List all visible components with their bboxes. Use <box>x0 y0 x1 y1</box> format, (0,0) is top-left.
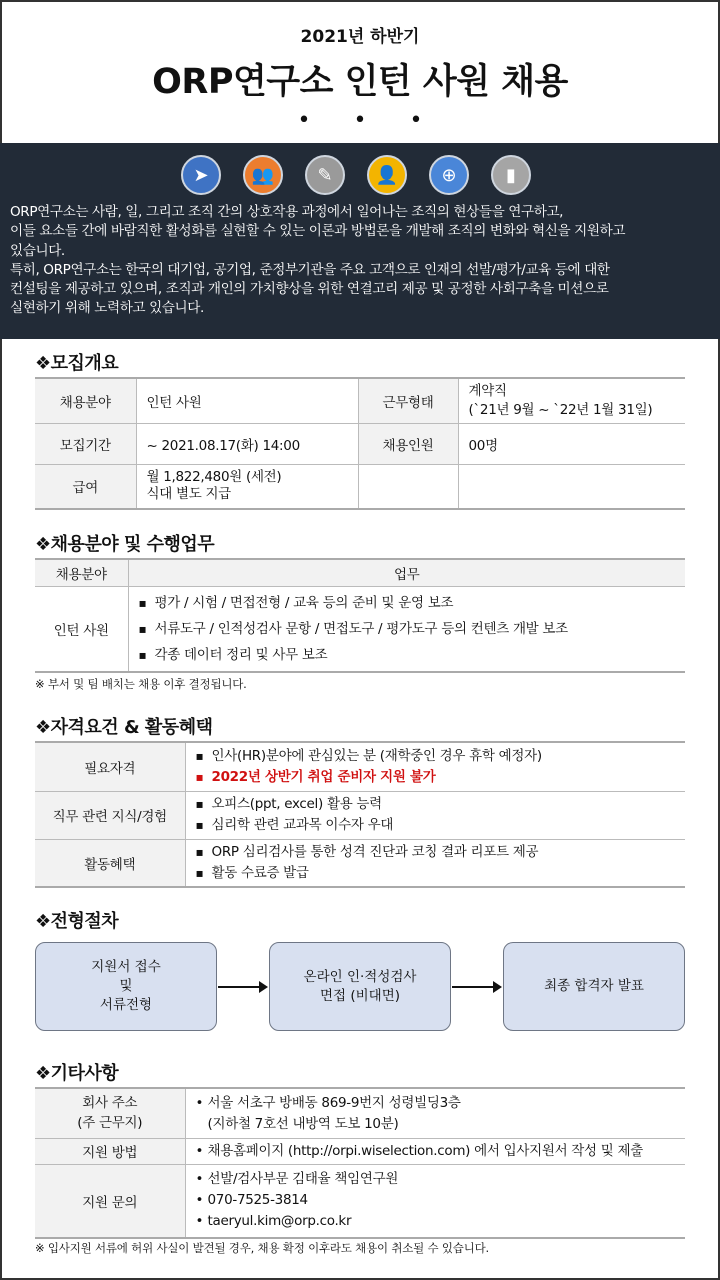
list-item: • 채용홈페이지 (http://orpi.wiselection.com) 에서 입사지원서 작성 및 제출 <box>196 1141 676 1162</box>
table-row <box>35 742 685 791</box>
table-row <box>35 839 685 887</box>
duties-field: 인턴 사원 <box>35 586 128 672</box>
apply-cell <box>185 1138 685 1164</box>
duties-note: ※ 부서 및 팀 배치는 채용 이후 결정됩니다. <box>35 677 247 691</box>
duties-task-cell <box>128 586 685 672</box>
intro-line: 컨설팅을 제공하고 있으며, 조직과 개인의 가치향상을 위한 연결고리 제공 및 공정한 사회구축을 미션으로 <box>10 281 609 298</box>
etc-note: ※ 입사지원 서류에 허위 사실이 발견될 경우, 채용 확정 이후라도 채용이 취소될 수 있습니다. <box>35 1241 489 1255</box>
contact-list <box>196 1169 676 1232</box>
empty-cell <box>358 464 458 509</box>
list-item: ▪ 각종 데이터 정리 및 사무 보조 <box>139 642 676 668</box>
contact-cell <box>185 1164 685 1238</box>
list-item: ▪ 2022년 상반기 취업 준비자 지원 불가 <box>196 767 676 788</box>
intro-text <box>10 203 710 319</box>
step-text: 면접 (비대면) <box>319 987 400 1004</box>
apply-label: 지원 방법 <box>35 1138 185 1164</box>
etc-section-title: ❖기타사항 <box>35 1063 119 1084</box>
step-text: 온라인 인·적성검사 <box>303 968 417 985</box>
intro-line: 특히, ORP연구소는 한국의 대기업, 공기업, 준정부기관을 주요 고객으로 인재의 선발/평가/교육 등에 대한 <box>10 261 610 278</box>
period-value: ~ 2021.08.17(화) 14:00 <box>136 423 358 464</box>
skill-cell <box>185 791 685 839</box>
addr-label-line: 회사 주소 <box>82 1095 138 1112</box>
period-label: 모집기간 <box>35 423 136 464</box>
duties-table <box>35 558 685 673</box>
recruit-table <box>35 377 685 510</box>
step-text: 서류전형 <box>99 997 153 1013</box>
salary-line: 월 1,822,480원 (세전) <box>146 469 282 486</box>
field-value: 인턴 사원 <box>136 378 358 423</box>
addr-list <box>196 1093 676 1114</box>
step-text: 지원서 접수 <box>91 959 161 975</box>
table-row <box>35 1088 685 1138</box>
list-item: ▪ 서류도구 / 인적성검사 문항 / 면접도구 / 평가도구 등의 컨텐츠 개발 보조 <box>139 616 676 642</box>
skill-label: 직무 관련 지식/경험 <box>35 791 185 839</box>
empty-cell <box>458 464 685 509</box>
people-icon: 👥 <box>243 155 283 195</box>
apply-list <box>196 1141 676 1162</box>
arrow-icon <box>452 986 500 988</box>
arrow-icon <box>218 986 266 988</box>
intro-panel <box>0 143 720 339</box>
duties-list <box>139 590 676 668</box>
table-row <box>35 423 685 464</box>
req-label: 필요자격 <box>35 742 185 791</box>
paper-plane-icon: ➤ <box>181 155 221 195</box>
table-row <box>35 586 685 672</box>
step-text: 및 <box>119 978 133 994</box>
field-label: 채용분야 <box>35 378 136 423</box>
list-item: ▪ 활동 수료증 발급 <box>196 863 676 884</box>
bar-chart-icon: ▮ <box>491 155 531 195</box>
count-label: 채용인원 <box>358 423 458 464</box>
table-row <box>35 378 685 423</box>
table-row <box>35 464 685 509</box>
qualification-section-title: ❖자격요건 & 활동혜택 <box>35 717 213 738</box>
intro-line: 있습니다. <box>10 242 65 259</box>
step-text: 최종 합격자 발표 <box>544 978 644 994</box>
process-section-title: ❖전형절차 <box>35 911 119 932</box>
addr-label-line: (주 근무지) <box>77 1115 143 1132</box>
duties-col-task: 업무 <box>128 559 685 586</box>
list-item: ▪ 평가 / 시험 / 면접전형 / 교육 등의 준비 및 운영 보조 <box>139 590 676 616</box>
benefit-list <box>196 842 676 884</box>
count-value: 00명 <box>458 423 685 464</box>
recruit-section-title: ❖모집개요 <box>35 353 119 374</box>
etc-table <box>35 1087 685 1239</box>
table-row <box>35 791 685 839</box>
icon-row <box>181 155 531 195</box>
salary-value <box>136 464 358 509</box>
benefit-cell <box>185 839 685 887</box>
benefit-label: 활동혜택 <box>35 839 185 887</box>
addr-cell <box>185 1088 685 1138</box>
req-cell <box>185 742 685 791</box>
type-value <box>458 378 685 423</box>
salary-label: 급여 <box>35 464 136 509</box>
process-step-2 <box>269 942 451 1031</box>
list-item: ▪ 심리학 관련 교과목 이수자 우대 <box>196 815 676 836</box>
duties-col-field: 채용분야 <box>35 559 128 586</box>
list-item: • 서울 서초구 방배동 869-9번지 성령빌딩3층 <box>196 1093 676 1114</box>
contact-label: 지원 문의 <box>35 1164 185 1238</box>
addr-sub: (지하철 7호선 내방역 도보 10분) <box>207 1115 399 1132</box>
page-title: ORP연구소 인턴 사원 채용 <box>152 62 568 102</box>
pencil-icon: ✎ <box>305 155 345 195</box>
list-item: • 070-7525-3814 <box>196 1190 676 1211</box>
process-step-3 <box>503 942 685 1031</box>
person-icon: 👤 <box>367 155 407 195</box>
header-subtitle: 2021년 하반기 <box>300 27 420 47</box>
addr-label <box>35 1088 185 1138</box>
list-item: • taeryul.kim@orp.co.kr <box>196 1211 676 1232</box>
table-row <box>35 1138 685 1164</box>
skill-list <box>196 794 676 836</box>
process-step-1 <box>35 942 217 1031</box>
location-pin-icon: ⊕ <box>429 155 469 195</box>
table-row <box>35 1164 685 1238</box>
type-value-line: (`21년 9월 ~ `22년 1월 31일) <box>468 401 653 418</box>
qualification-table <box>35 741 685 888</box>
intro-line: 이들 요소들 간에 바람직한 활성화를 실현할 수 있는 이론과 방법론을 개발해 조직의 변화와 혁신을 지원하고 <box>10 223 626 240</box>
list-item: ▪ 인사(HR)분야에 관심있는 분 (재학중인 경우 휴학 예정자) <box>196 746 676 767</box>
intro-line: ORP연구소는 사람, 일, 그리고 조직 간의 상호작용 과정에서 일어나는 조직의 현상들을 연구하고, <box>10 204 564 220</box>
header <box>0 0 720 143</box>
intro-line: 실현하기 위해 노력하고 있습니다. <box>10 300 204 317</box>
req-list <box>196 746 676 788</box>
header-dots: • • • <box>297 108 441 133</box>
type-value-line: 계약직 <box>468 382 507 399</box>
duties-section-title: ❖채용분야 및 수행업무 <box>35 534 215 555</box>
type-label: 근무형태 <box>358 378 458 423</box>
salary-line: 식대 별도 지급 <box>146 486 231 503</box>
list-item: • 선발/검사부문 김태율 책임연구원 <box>196 1169 676 1190</box>
table-row <box>35 559 685 586</box>
list-item: ▪ ORP 심리검사를 통한 성격 진단과 코칭 결과 리포트 제공 <box>196 842 676 863</box>
list-item: ▪ 오피스(ppt, excel) 활용 능력 <box>196 794 676 815</box>
